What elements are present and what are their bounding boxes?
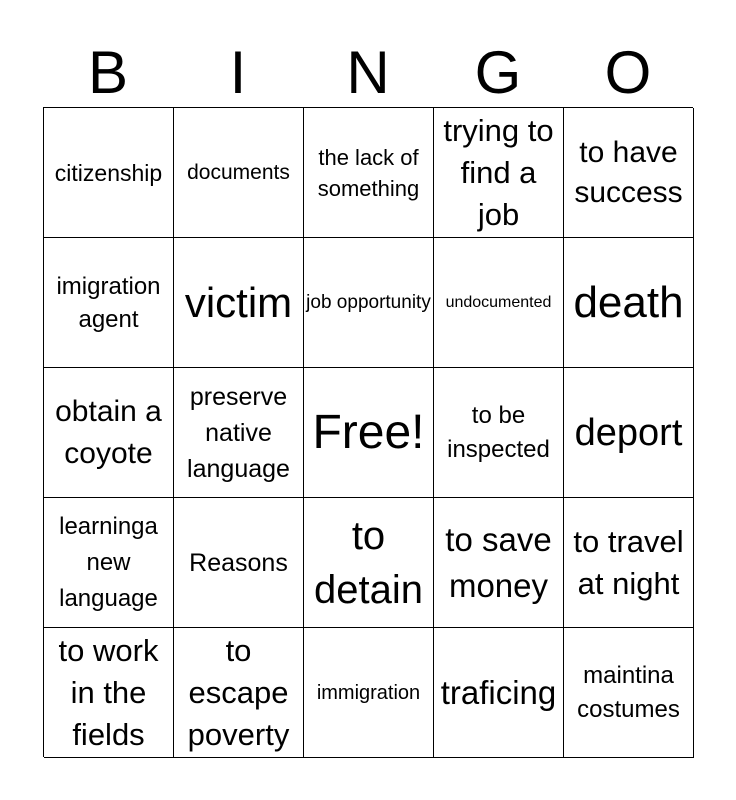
cell-text: to detain bbox=[314, 513, 423, 612]
bingo-cell[interactable] bbox=[304, 108, 434, 238]
header-letter-n: N bbox=[346, 39, 390, 106]
cell-text: imigration agent bbox=[56, 272, 161, 333]
bingo-cell[interactable] bbox=[44, 238, 174, 368]
cell-text: preserve native language bbox=[187, 382, 290, 483]
bingo-cell[interactable] bbox=[44, 108, 174, 238]
bingo-cell[interactable] bbox=[434, 498, 564, 628]
bingo-cell[interactable] bbox=[44, 498, 174, 628]
cell-text: job opportunity bbox=[306, 292, 431, 313]
cell-text: the lack of something bbox=[317, 144, 420, 201]
bingo-cell[interactable] bbox=[564, 628, 694, 758]
header-letter-o: O bbox=[604, 39, 652, 106]
cell-text: maintina costumes bbox=[577, 661, 680, 723]
bingo-cell[interactable] bbox=[564, 368, 694, 498]
bingo-cell[interactable] bbox=[434, 238, 564, 368]
cell-text: death bbox=[573, 277, 684, 327]
cell-text: Reasons bbox=[189, 548, 288, 577]
bingo-cell[interactable] bbox=[434, 108, 564, 238]
bingo-cell[interactable] bbox=[44, 368, 174, 498]
bingo-cell[interactable] bbox=[174, 238, 304, 368]
cell-text: traficing bbox=[440, 673, 557, 711]
cell-text: to have success bbox=[574, 135, 683, 209]
bingo-cell[interactable] bbox=[304, 628, 434, 758]
cell-text: immigration bbox=[316, 681, 421, 704]
cell-text: deport bbox=[574, 411, 683, 454]
cell-text: victim bbox=[184, 278, 293, 326]
bingo-cell[interactable] bbox=[174, 628, 304, 758]
header-letter-b: B bbox=[87, 39, 129, 106]
bingo-cell[interactable] bbox=[304, 498, 434, 628]
cell-text: to work in the fields bbox=[58, 632, 159, 752]
cell-text: to escape poverty bbox=[187, 632, 290, 752]
bingo-cell[interactable] bbox=[564, 238, 694, 368]
bingo-cell[interactable] bbox=[174, 108, 304, 238]
bingo-cell[interactable] bbox=[44, 628, 174, 758]
cell-text: undocumented bbox=[445, 293, 552, 311]
free-space-text: Free! bbox=[312, 405, 425, 459]
cell-text: trying to find a job bbox=[443, 112, 554, 232]
bingo-cell[interactable] bbox=[304, 238, 434, 368]
cell-text: citizenship bbox=[54, 159, 163, 186]
bingo-board bbox=[43, 107, 693, 757]
bingo-header bbox=[43, 40, 693, 106]
bingo-cell[interactable] bbox=[434, 628, 564, 758]
bingo-cell[interactable] bbox=[174, 368, 304, 498]
header-letter-i: I bbox=[229, 39, 247, 106]
cell-text: to travel at night bbox=[573, 523, 684, 601]
cell-text: documents bbox=[187, 160, 290, 184]
cell-text: obtain a coyote bbox=[55, 394, 162, 470]
cell-text: to save money bbox=[445, 520, 552, 604]
bingo-cell[interactable] bbox=[174, 498, 304, 628]
header-letter-g: G bbox=[474, 39, 522, 106]
bingo-cell[interactable] bbox=[564, 498, 694, 628]
cell-text: learninga new language bbox=[59, 512, 158, 612]
bingo-cell[interactable] bbox=[564, 108, 694, 238]
free-space[interactable] bbox=[304, 368, 434, 498]
bingo-cell[interactable] bbox=[434, 368, 564, 498]
cell-text: to be inspected bbox=[447, 401, 550, 463]
